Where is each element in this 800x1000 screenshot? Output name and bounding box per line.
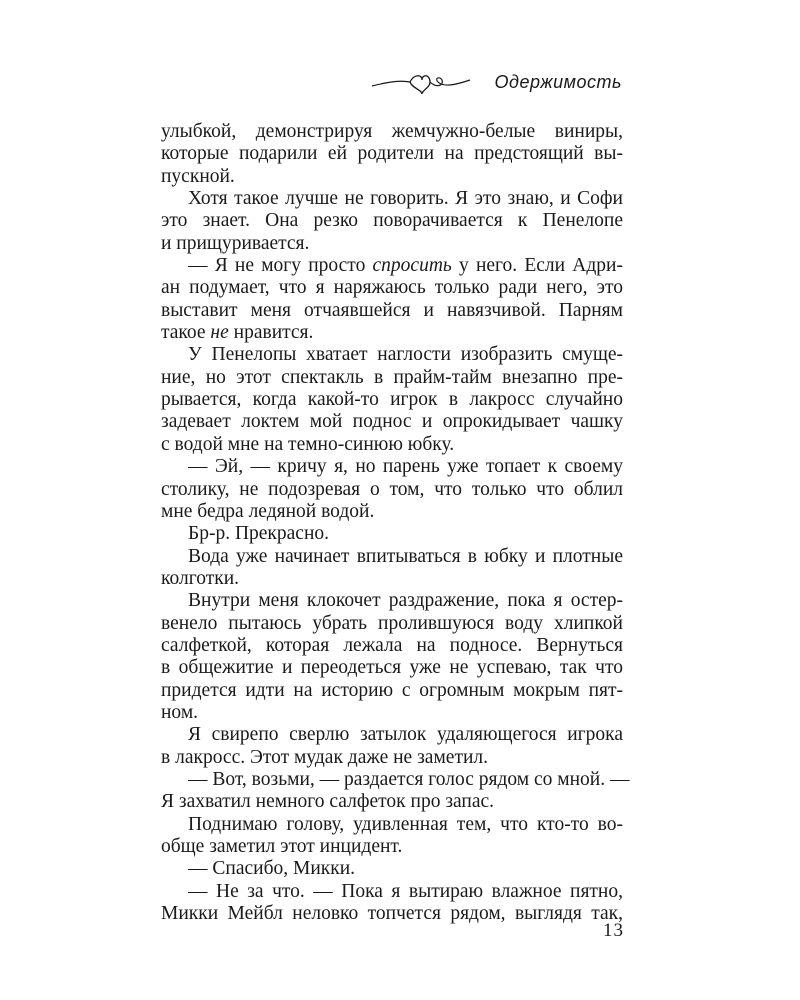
text-line: и прищуривается. <box>161 232 310 254</box>
text-line: — Я не могу просто спросить у него. Если Адри- <box>188 255 623 277</box>
text-line: в общежитие и переодеться уже не успеваю, так что <box>161 657 623 679</box>
text-line: Микки Мейбл неловко топчется рядом, выглядя так, <box>161 903 623 925</box>
running-header-title: Одержимость <box>494 72 622 92</box>
text-line: это знает. Она резко поворачивается к Пенелопе <box>161 210 623 232</box>
body-text <box>161 121 630 925</box>
heart-swirl-icon <box>370 66 490 96</box>
text-line: — Не за что. — Пока я вытираю влажное пятно, <box>188 880 623 902</box>
text-line: Бр-р. Прекрасно. <box>188 523 330 545</box>
running-header <box>370 66 622 96</box>
text-line: мне бедра ледяной водой. <box>161 500 375 522</box>
text-line: колготки. <box>161 567 240 589</box>
text-line: обще заметил этот инцидент. <box>161 836 403 857</box>
text-line: ан подумает, что я наряжаюсь только ради него, это <box>161 277 623 299</box>
text-line: салфеткой, которая лежала на подносе. Вернуться <box>161 634 623 656</box>
text-line: придется идти на историю с огромным мокрым пят- <box>161 679 623 701</box>
text-line: — Спасибо, Микки. <box>188 858 356 880</box>
page-number: 13 <box>603 920 624 941</box>
text-line: в лакросс. Этот мудак даже не заметил. <box>161 746 489 768</box>
text-line: Поднимаю голову, удивленная тем, что кто-то во- <box>188 813 623 835</box>
text-line: выставит меня отчаявшейся и навязчивой. Парням <box>161 299 623 321</box>
text-line: ном. <box>161 701 199 723</box>
text-line: задевает локтем мой поднос и опрокидывает чашку <box>161 411 623 433</box>
text-line: улыбкой, демонстрируя жемчужно-белые виниры, <box>161 121 623 142</box>
text-line: Я захватил немного салфеток про запас. <box>161 791 495 813</box>
text-line: — Вот, возьми, — раздается голос рядом со мной. — <box>188 768 630 790</box>
text-line: которые подарили ей родители на предстоящий вы- <box>161 143 623 165</box>
text-line: такое не нравится. <box>161 322 314 344</box>
text-line: пускной. <box>161 165 235 187</box>
text-line: Хотя такое лучше не говорить. Я это знаю, и Софи <box>188 188 623 210</box>
text-line: Внутри меня клокочет раздражение, пока я остер- <box>188 590 623 612</box>
text-line: У Пенелопы хватает наглости изобразить смуще- <box>188 344 623 366</box>
text-line: столику, не подозревая о том, что только что облил <box>161 478 623 500</box>
text-line: — Эй, — кричу я, но парень уже топает к своему <box>188 456 623 478</box>
text-line: ние, но этот спектакль в прайм-тайм внезапно пре- <box>161 366 623 388</box>
text-line: Я свирепо сверлю затылок удаляющегося игрока <box>188 724 623 746</box>
text-line: венело пытаюсь убрать пролившуюся воду хлипкой <box>161 612 623 634</box>
text-line: рывается, когда какой-то игрок в лакросс случайно <box>161 389 623 411</box>
text-line: Вода уже начинает впитываться в юбку и плотные <box>188 545 623 567</box>
text-line: с водой мне на темно-синюю юбку. <box>161 433 455 455</box>
